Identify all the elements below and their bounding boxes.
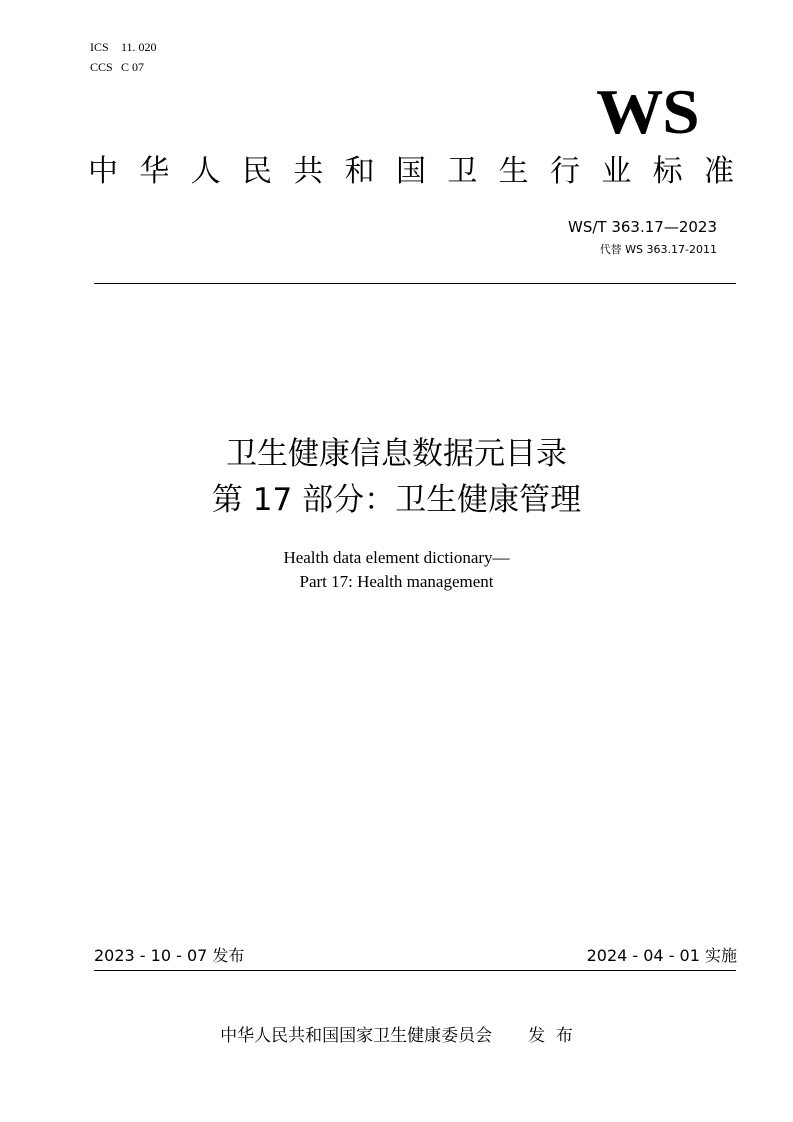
ccs-value: C 07 xyxy=(121,60,145,74)
ics-code xyxy=(90,40,157,54)
issuer-name: 中华人民共和国国家卫生健康委员会 xyxy=(220,1026,493,1046)
standard-number: WS/T 363.17—2023 xyxy=(568,218,717,236)
standard-category: 中 华 人 民 共 和 国 卫 生 行 业 标 准 xyxy=(88,154,734,189)
header-divider xyxy=(94,283,736,284)
ccs-label: CCS xyxy=(90,60,113,74)
ics-value: 11. 020 xyxy=(121,40,157,54)
document-title-line2: 第 17 部分：卫生健康管理 xyxy=(211,482,582,518)
issue-action: 发 布 xyxy=(528,1026,573,1046)
english-title-line2: Part 17: Health management xyxy=(299,572,494,591)
ccs-code xyxy=(90,60,144,74)
ics-label: ICS xyxy=(90,40,109,54)
english-title-line1: Health data element dictionary— xyxy=(283,548,510,567)
implementation-date: 2024 - 04 - 01 实施 xyxy=(586,946,737,965)
issue-date: 2023 - 10 - 07 发布 xyxy=(94,946,245,965)
issuer-line xyxy=(0,1025,793,1047)
document-title-line1: 卫生健康信息数据元目录 xyxy=(226,436,567,472)
replaces-note: 代替 WS 363.17-2011 xyxy=(599,243,717,256)
footer-divider xyxy=(94,970,736,971)
ws-logo: WS xyxy=(596,76,699,147)
